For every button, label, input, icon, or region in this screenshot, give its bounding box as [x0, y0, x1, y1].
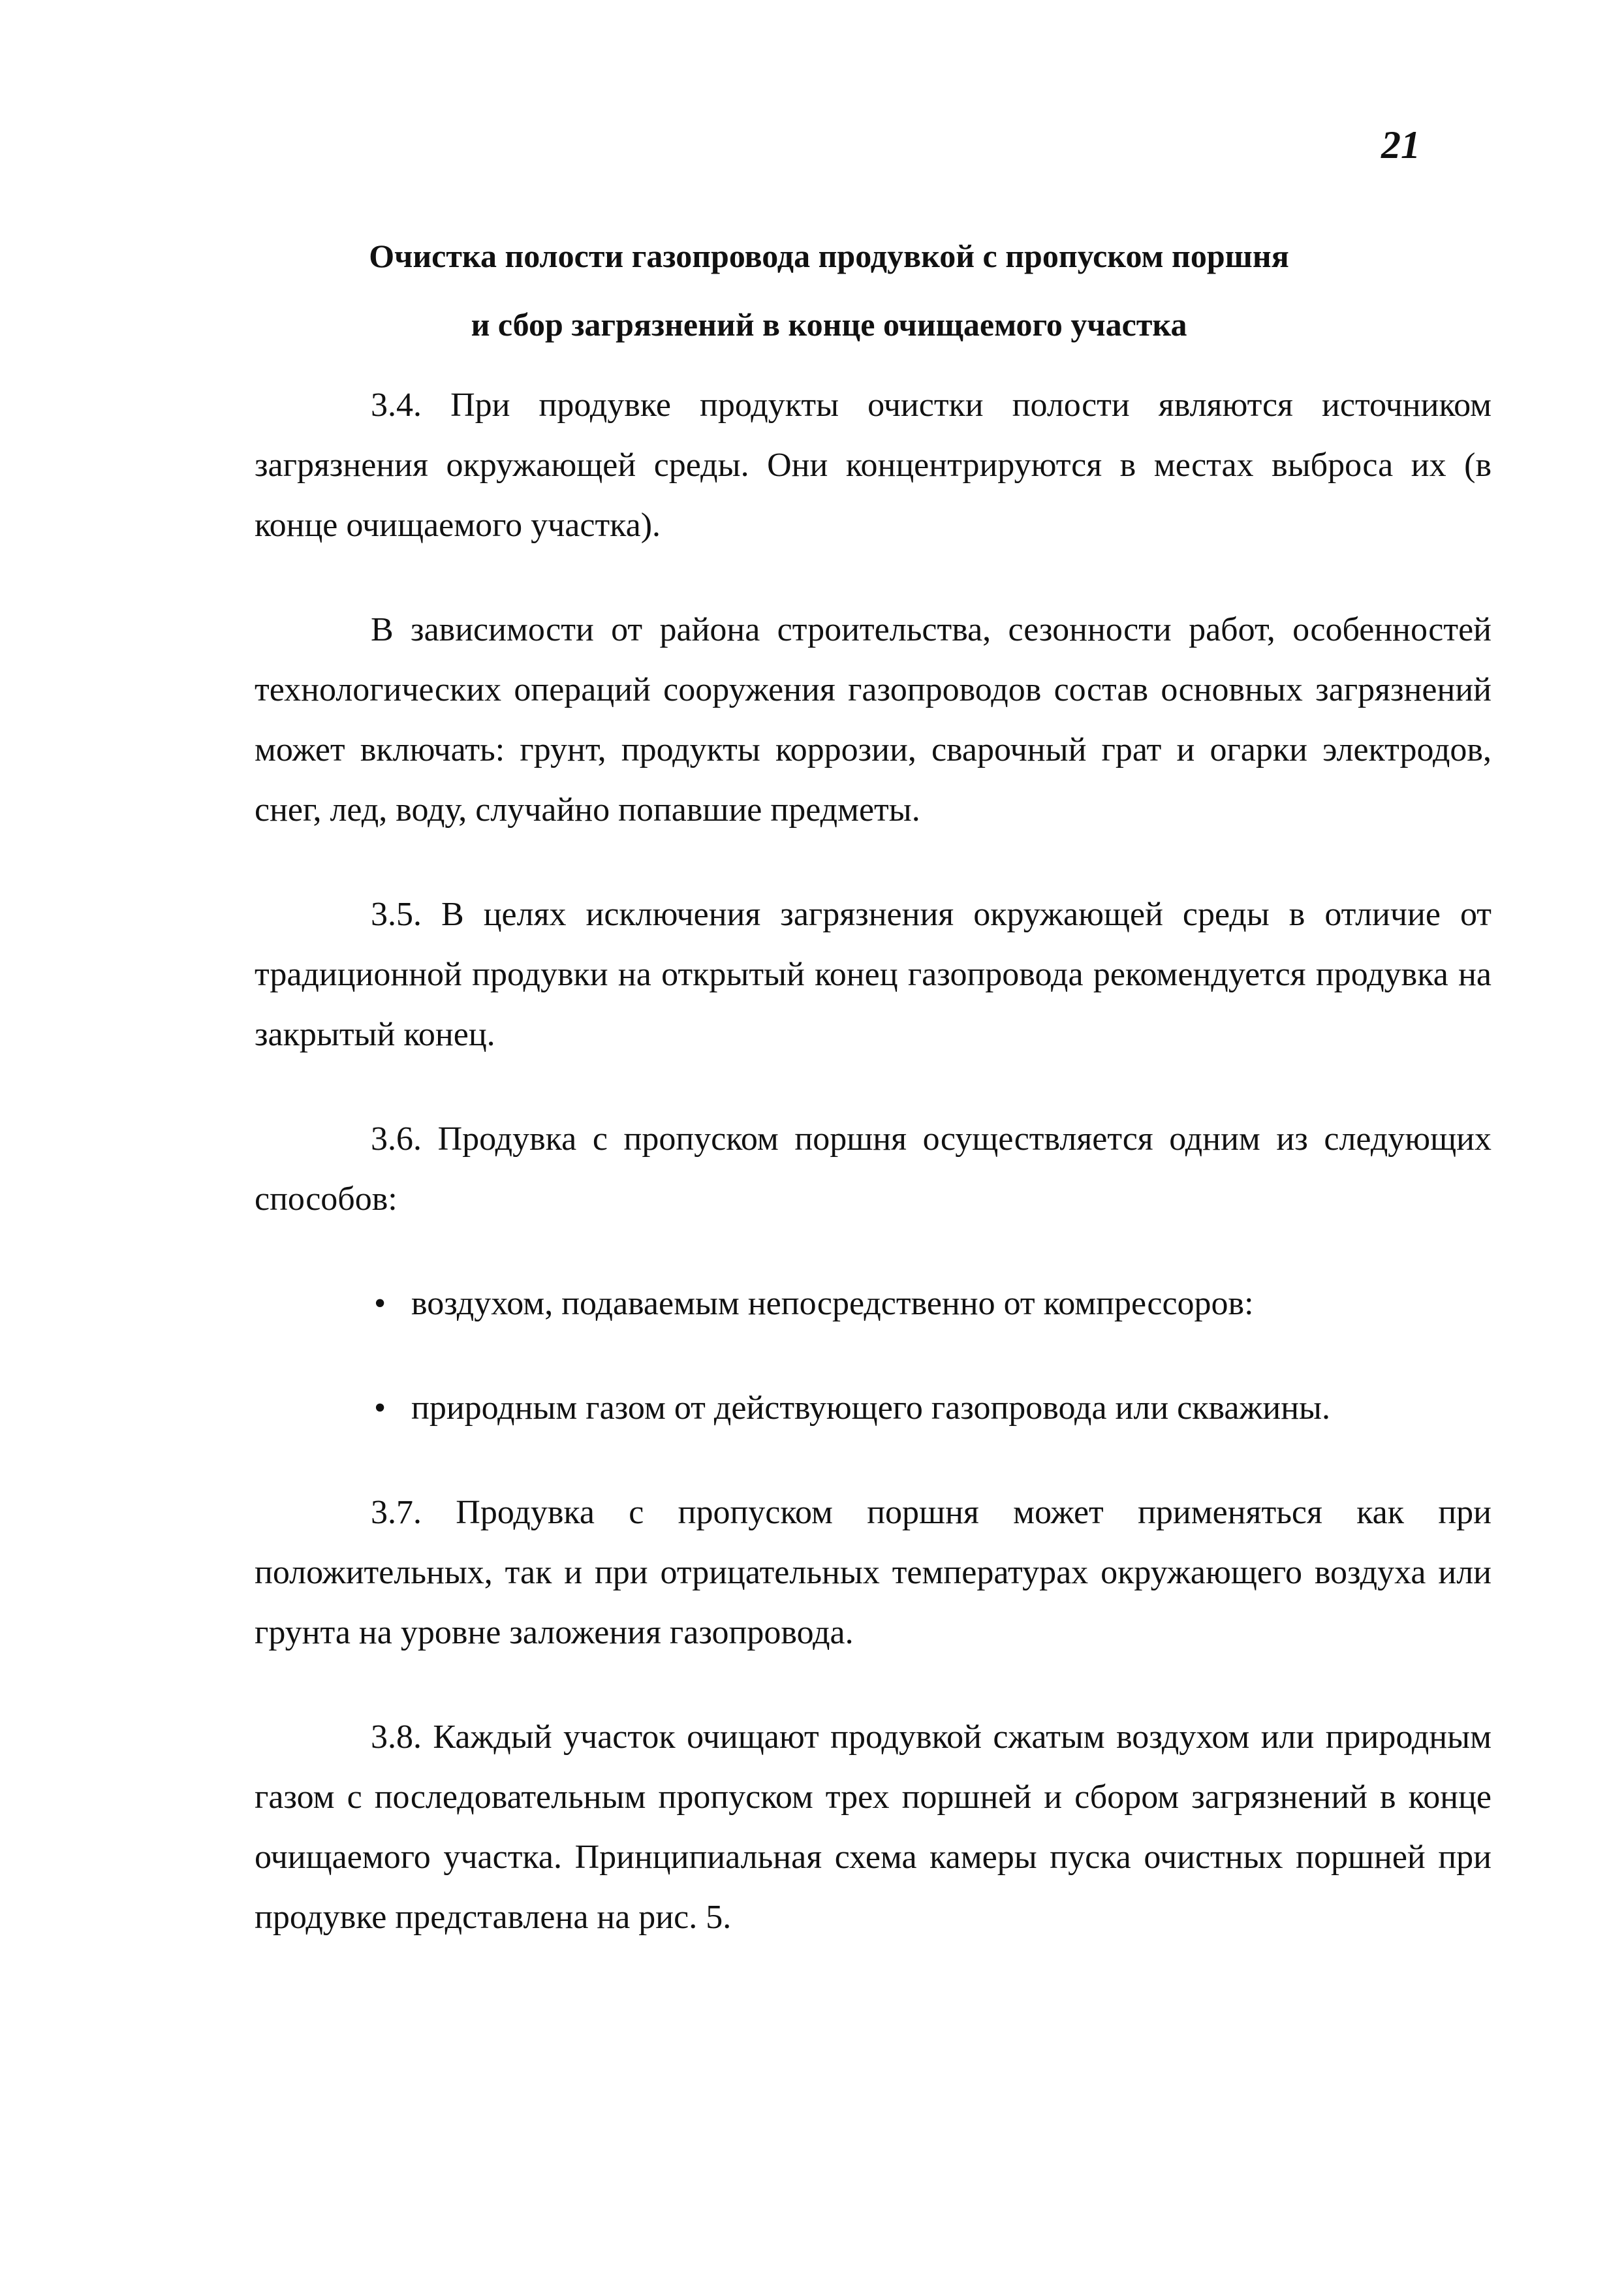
- list-item-text: природным газом от действующего газопровода или скважины.: [411, 1389, 1330, 1427]
- blowing-methods-list: [255, 1274, 1491, 1438]
- bullet-icon: •: [374, 1389, 386, 1427]
- paragraph-3-4: 3.4. При продувке продукты очистки полости являются источником загрязнения окружающей среды. Они концентрируются в местах выброса их (в конце очищаемого участка).: [255, 387, 1491, 544]
- paragraph-3-8: 3.8. Каждый участок очищают продувкой сжатым воздухом или природным газом с последовательным пропуском трех поршней и сбором загрязнений в конце очищаемого участка. Принципиальная схема камеры пуска очистных поршней при продувке представлена на рис. 5.: [255, 1718, 1491, 1936]
- bullet-icon: •: [374, 1285, 386, 1322]
- section-title-line-1: Очистка полости газопровода продувкой с пропуском поршня: [369, 238, 1289, 274]
- page-number: 21: [1381, 123, 1420, 166]
- section-title: [248, 222, 1410, 359]
- paragraph-3-5: 3.5. В целях исключения загрязнения окружающей среды в отличие от традиционной продувки на открытый конец газопровода рекомендуется продувка на закрытый конец.: [255, 896, 1491, 1053]
- paragraph-contaminants: В зависимости от района строительства, сезонности работ, особенностей технологических операций сооружения газопроводов состав основных загрязнений может включать: грунт, продукты коррозии, сварочный грат и огарки электродов, снег, лед, воду, случайно попавшие предметы.: [255, 611, 1491, 829]
- section-title-line-2: и сбор загрязнений в конце очищаемого участка: [471, 306, 1187, 343]
- body-text: [255, 375, 1491, 1992]
- paragraph-3-7: 3.7. Продувка с пропуском поршня может применяться как при положительных, так и при отрицательных температурах окружающего воздуха или грунта на уровне заложения газопровода.: [255, 1494, 1491, 1651]
- paragraph-3-6: 3.6. Продувка с пропуском поршня осуществляется одним из следующих способов:: [255, 1120, 1491, 1218]
- list-item: [255, 1378, 1491, 1438]
- list-item: [255, 1274, 1491, 1334]
- list-item-text: воздухом, подаваемым непосредственно от компрессоров:: [411, 1285, 1254, 1322]
